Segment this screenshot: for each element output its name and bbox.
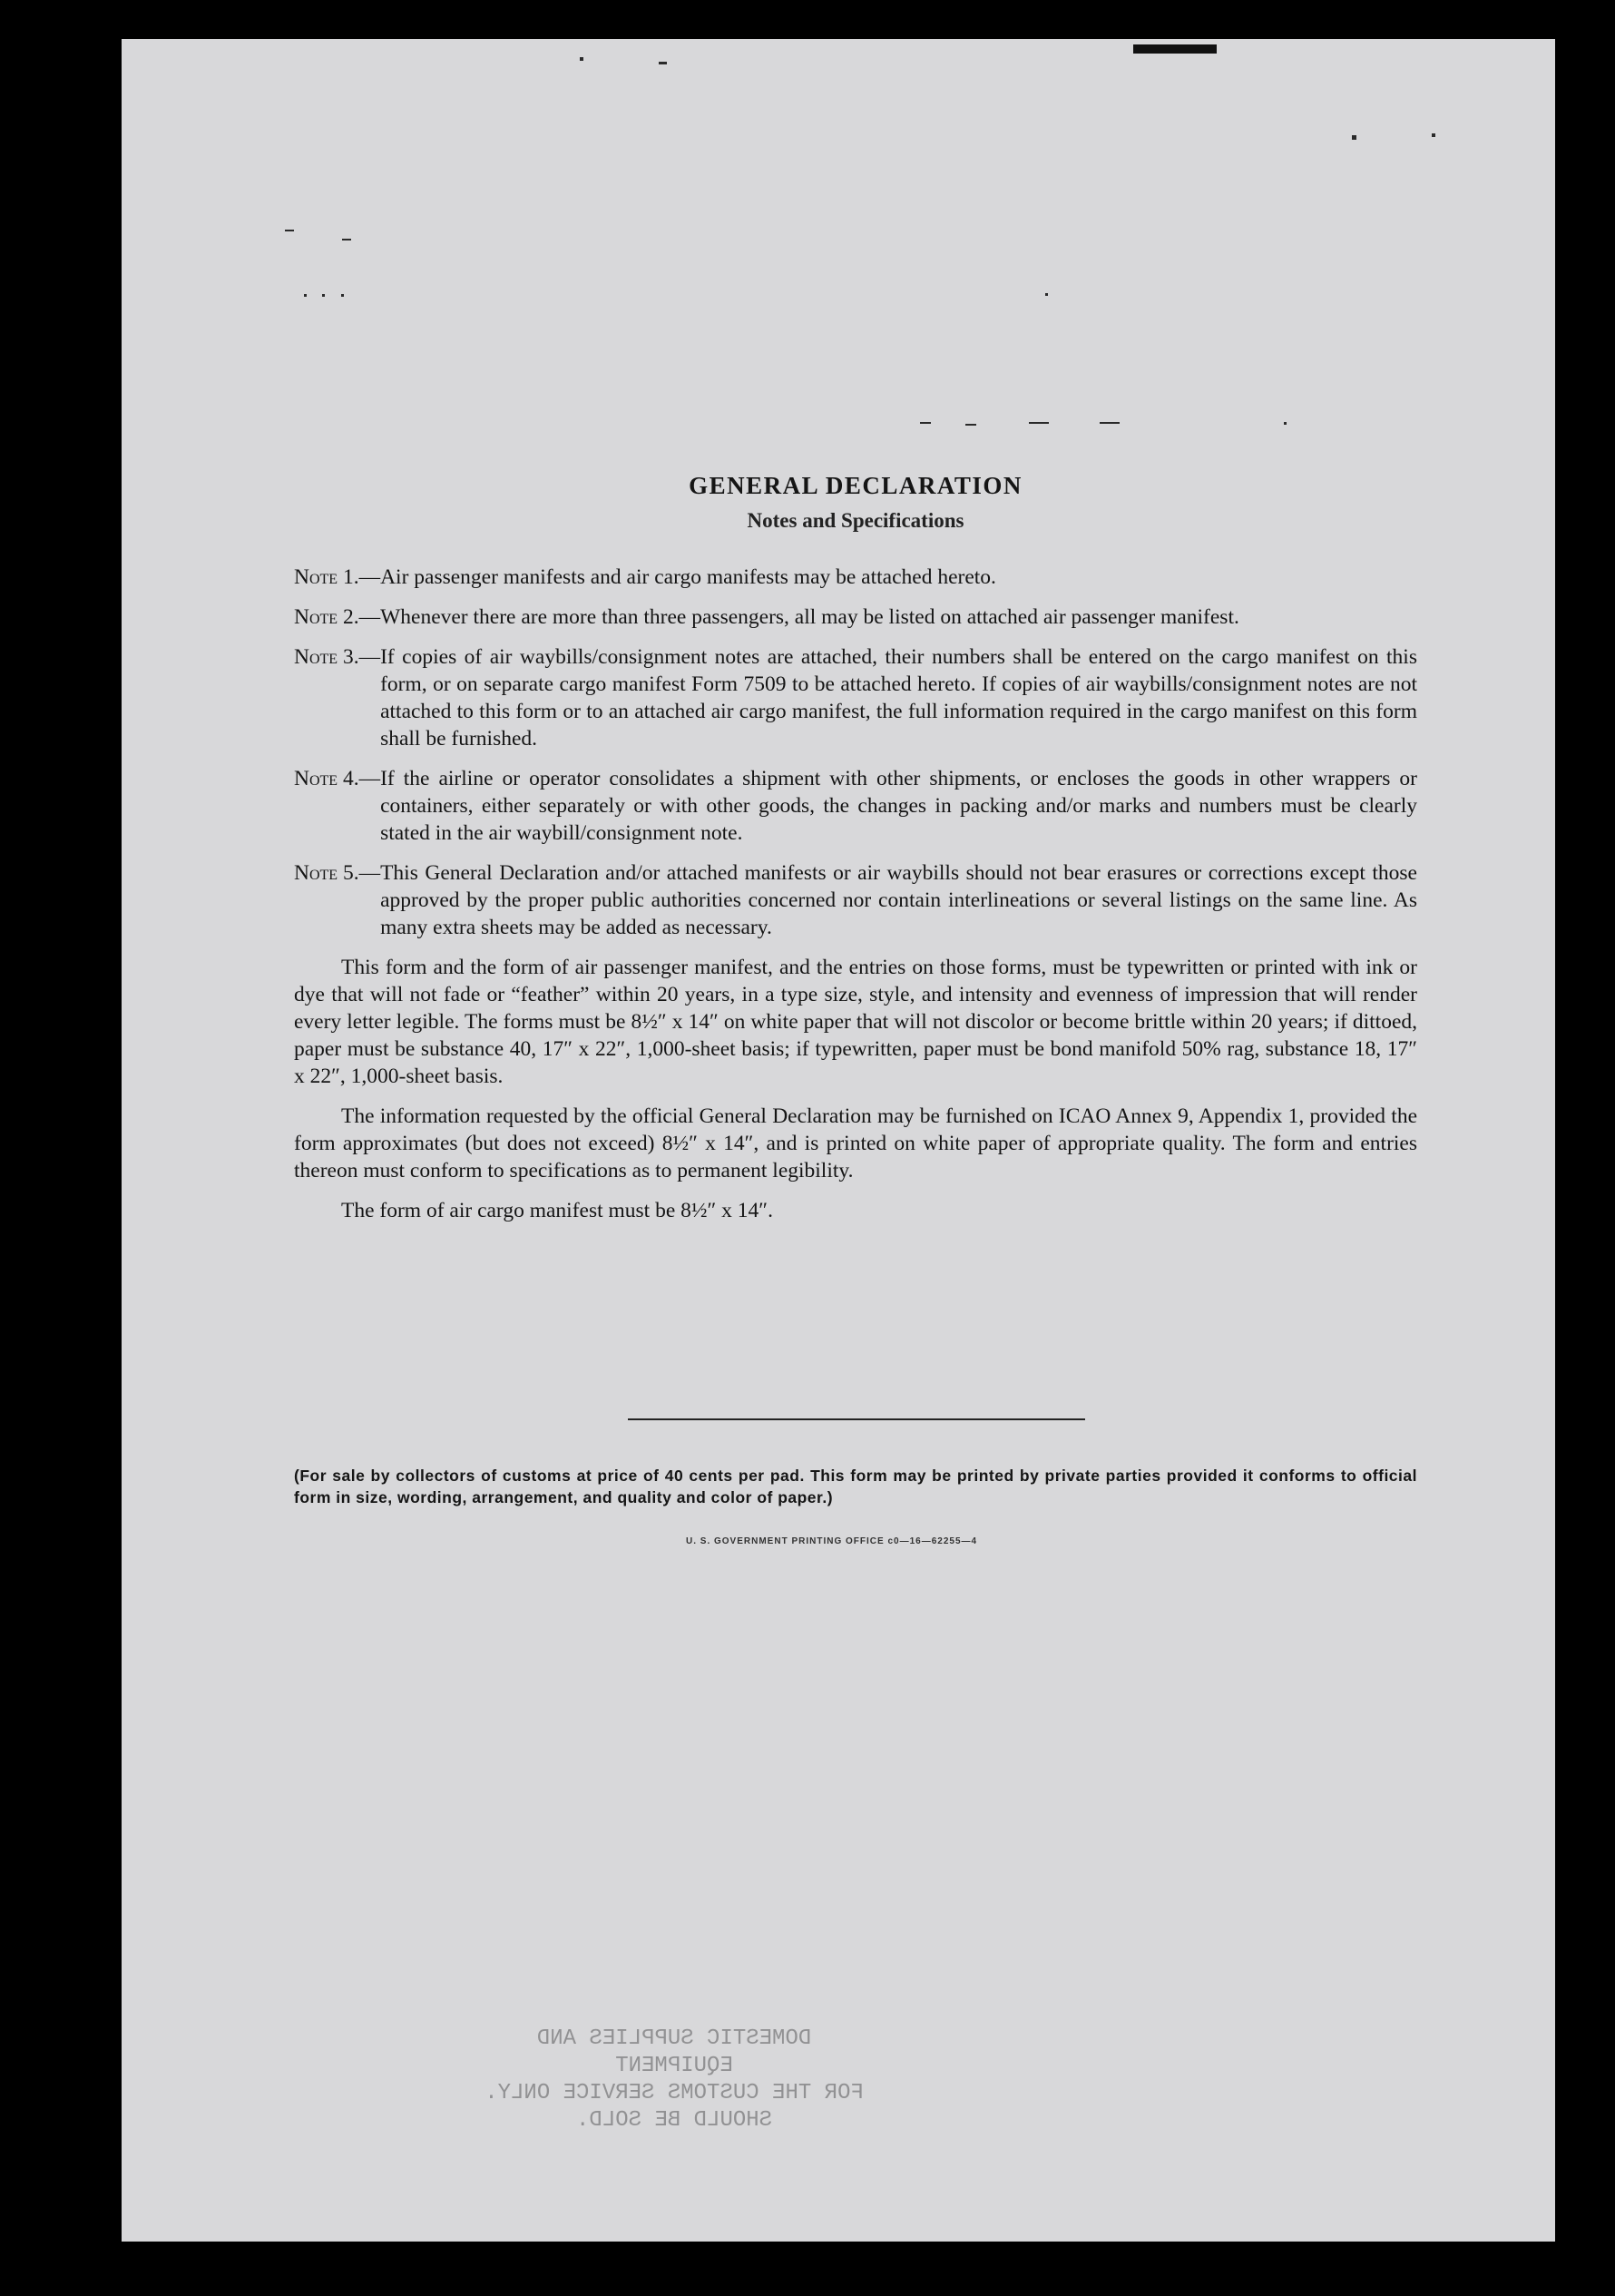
stamp-line: DOMESTIC SUPPLIES AND EQUIPMENT — [536, 2026, 812, 2078]
icao-paragraph: The information requested by the official General Declaration may be furnished on ICAO Annex 9, Appendix 1, provided the form approximates (but does not exceed) 8½″ x 14″, and is printed on white paper of appropriate quality. The form and entries thereon must conform to specifications as to permanent legibility. — [294, 1104, 1417, 1182]
note-label: Note — [294, 861, 338, 885]
note-4 — [294, 765, 1417, 847]
note-number: 5.— — [338, 861, 381, 885]
note-text: Whenever there are more than three passengers, all may be listed on attached air passenger manifest. — [380, 605, 1239, 629]
scan-speck — [304, 294, 307, 297]
note-text: If the airline or operator consolidates a shipment with other shipments, or encloses the goods in other wrappers or containers, either separately or with other goods, the changes in packing and/or marks and numbers must be clearly stated in the air waybill/consignment note. — [380, 767, 1417, 845]
scan-speck — [965, 424, 976, 426]
scan-speck — [285, 230, 294, 231]
scan-speck — [1432, 133, 1435, 137]
scan-speck — [322, 294, 325, 297]
scan-speck — [1045, 293, 1048, 296]
stamp-line: SHOULD BE SOLD. — [575, 2108, 773, 2133]
declaration-content — [294, 472, 1417, 1237]
note-number: 2.— — [338, 605, 381, 629]
form-specification-paragraph: This form and the form of air passenger manifest, and the entries on those forms, must be typewritten or printed with ink or dye that will not fade or “feather” within 20 years, in a type size, style, and intensity and evenness of impression that will render every letter legible. The forms must be 8½″ x 14″ on white paper that will not discolor or become brittle within 20 years; if dittoed, paper must be substance 40, 17″ x 22″, 1,000-sheet basis; if typewritten, paper must be bond manifold 50% rag, substance 18, 17″ x 22″, 1,000-sheet basis. — [294, 956, 1417, 1088]
stamp-line: FOR THE CUSTOMS SERVICE ONLY. — [484, 2081, 864, 2105]
note-text: If copies of air waybills/consignment notes are attached, their numbers shall be entered on the cargo manifest on this form, or on separate cargo manifest Form 7509 to be attached hereto. If copies of air waybills/consignment notes are not attached to this form or to an attached air cargo manifest, the full information required in the cargo manifest on this form shall be furnished. — [380, 645, 1417, 751]
scan-speck — [341, 294, 344, 297]
scan-speck — [1029, 422, 1049, 424]
cargo-manifest-size-paragraph: The form of air cargo manifest must be 8½″ x 14″. — [341, 1199, 773, 1222]
note-number: 4.— — [338, 767, 381, 790]
scan-speck — [659, 62, 667, 64]
document-subtitle: Notes and Specifications — [747, 509, 964, 532]
scan-speck — [920, 422, 931, 424]
note-label: Note — [294, 565, 338, 589]
note-label: Note — [294, 767, 338, 790]
document-title: GENERAL DECLARATION — [689, 472, 1023, 499]
note-label: Note — [294, 645, 338, 669]
note-5 — [294, 859, 1417, 941]
scan-speck — [1284, 422, 1287, 425]
scan-speck — [1100, 422, 1120, 424]
note-number: 1.— — [338, 565, 381, 589]
scan-tear — [1133, 44, 1217, 54]
scan-speck — [342, 239, 351, 240]
bleed-through-stamp — [479, 2026, 869, 2134]
sale-note: (For sale by collectors of customs at price of 40 cents per pad. This form may be printed by private parties provided it conforms to official form in size, wording, arrangement, and quality and color of paper.) — [294, 1467, 1417, 1506]
printer-line: U. S. GOVERNMENT PRINTING OFFICE c0—16—62255—4 — [686, 1536, 978, 1546]
note-3 — [294, 643, 1417, 752]
note-text: This General Declaration and/or attached manifests or air waybills should not bear erasures or corrections except those approved by the proper public authorities concerned nor contain interlineations or several listings on the same line. As many extra sheets may be added as necessary. — [380, 861, 1417, 939]
scan-speck — [580, 57, 583, 61]
note-number: 3.— — [338, 645, 381, 669]
note-2 — [294, 603, 1417, 631]
scan-speck — [1352, 135, 1356, 140]
note-label: Note — [294, 605, 338, 629]
note-1 — [294, 564, 1417, 591]
note-text: Air passenger manifests and air cargo manifests may be attached hereto. — [380, 565, 996, 589]
divider-rule — [628, 1418, 1085, 1420]
